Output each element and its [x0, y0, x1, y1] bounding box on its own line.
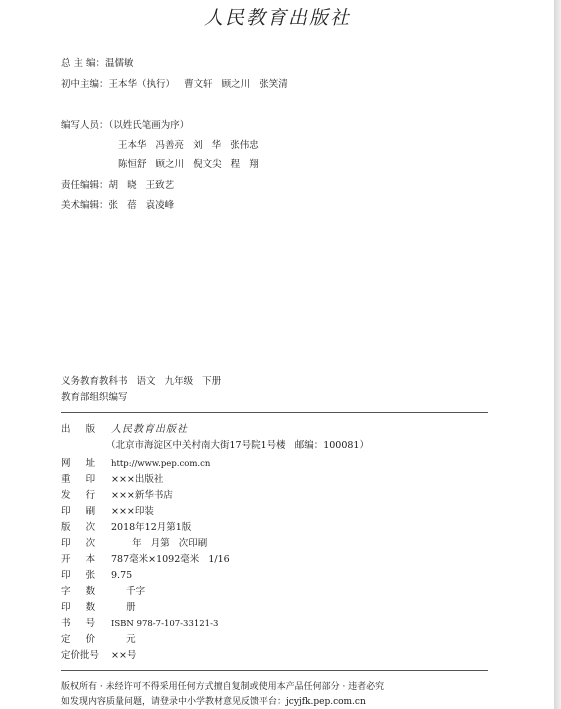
reprint-row [61, 474, 163, 486]
divider-bottom [61, 670, 488, 671]
price-label: 定 价 [61, 634, 96, 645]
copies-value: 册 [111, 602, 136, 613]
isbn-value: ISBN 978-7-107-33121-3 [111, 619, 219, 629]
writers-label: 编写人员：（以姓氏笔画为序） [61, 120, 190, 131]
website-label: 网 址 [61, 458, 96, 469]
chief-editor-label: 总 主 编： [61, 58, 106, 69]
publisher-logo: 人民教育出版社 [204, 7, 352, 29]
distribution-value: ×××新华书店 [111, 490, 173, 501]
printing-value: ×××印装 [111, 506, 154, 517]
copyright-notice: 版权所有 · 未经许可不得采用任何方式擅自复制或使用本产品任何部分 · 违者必究 [61, 682, 385, 692]
art-editor-value: 张 蓓 袁凌峰 [108, 200, 175, 211]
sheets-value: 9.75 [111, 570, 133, 581]
price-approval-value: ××号 [111, 650, 137, 661]
publisher-small-logo: 人民教育出版社 [111, 424, 188, 435]
divider-top [61, 412, 488, 413]
copies-label: 印 数 [61, 602, 96, 613]
sheets-label: 印 张 [61, 570, 96, 581]
words-row [61, 586, 145, 598]
impression-value: 年 月第 次印刷 [111, 538, 208, 549]
reprint-label: 重 印 [61, 474, 96, 485]
chief-editor-value: 温儒敏 [105, 58, 134, 69]
format-label: 开 本 [61, 554, 96, 565]
responsible-editor-value: 胡 晓 王致艺 [108, 180, 175, 191]
junior-editor-line [61, 79, 288, 91]
copies-row [61, 602, 136, 614]
edition-value: 2018年12月第1版 [111, 522, 192, 533]
price-approval-label: 定价批号 [61, 650, 100, 661]
format-row [61, 554, 230, 566]
junior-editor-label: 初中主编： [61, 79, 109, 90]
art-editor-line [61, 200, 174, 212]
price-row [61, 634, 136, 646]
publisher-address: （北京市海淀区中关村南大街17号院1号楼 邮编：100081） [106, 440, 369, 451]
responsible-editor-label: 责任编辑： [61, 180, 109, 191]
isbn-row [61, 618, 218, 630]
price-value: 元 [111, 634, 136, 645]
publisher-row [61, 424, 188, 436]
edition-row [61, 522, 191, 534]
chief-editor-line [61, 58, 134, 70]
feedback-notice: 如发现内容质量问题，请登录中小学教材意见反馈平台：jcyjfk.pep.com.cn [61, 697, 366, 707]
responsible-editor-line [61, 180, 174, 192]
website-value: http://www.pep.com.cn [111, 459, 211, 469]
printing-row [61, 506, 154, 518]
sheets-row [61, 570, 132, 582]
isbn-label: 书 号 [61, 618, 96, 629]
words-value: 千字 [111, 586, 146, 597]
edition-label: 版 次 [61, 522, 96, 533]
reprint-value: ×××出版社 [111, 474, 164, 485]
format-value: 787毫米×1092毫米 1/16 [111, 554, 230, 565]
junior-editor-value: 王本华（执行） 曹文轩 顾之川 张笑清 [108, 79, 288, 90]
impression-label: 印 次 [61, 538, 96, 549]
publisher-label: 出 版 [61, 424, 96, 435]
compiler-line: 教育部组织编写 [61, 392, 128, 403]
writers-row-2: 陈恒舒 顾之川 倪文尖 程 翔 [118, 159, 259, 170]
page-edge-shadow [554, 0, 561, 709]
art-editor-label: 美术编辑： [61, 200, 109, 211]
book-title: 义务教育教科书 语文 九年级 下册 [61, 376, 222, 387]
words-label: 字 数 [61, 586, 96, 597]
distribution-label: 发 行 [61, 490, 96, 501]
distribution-row [61, 490, 173, 502]
website-row [61, 458, 210, 470]
writers-row-1: 王本华 冯善亮 刘 华 张伟忠 [118, 140, 259, 151]
printing-label: 印 刷 [61, 506, 96, 517]
price-approval-row [61, 650, 136, 662]
impression-row [61, 538, 207, 550]
